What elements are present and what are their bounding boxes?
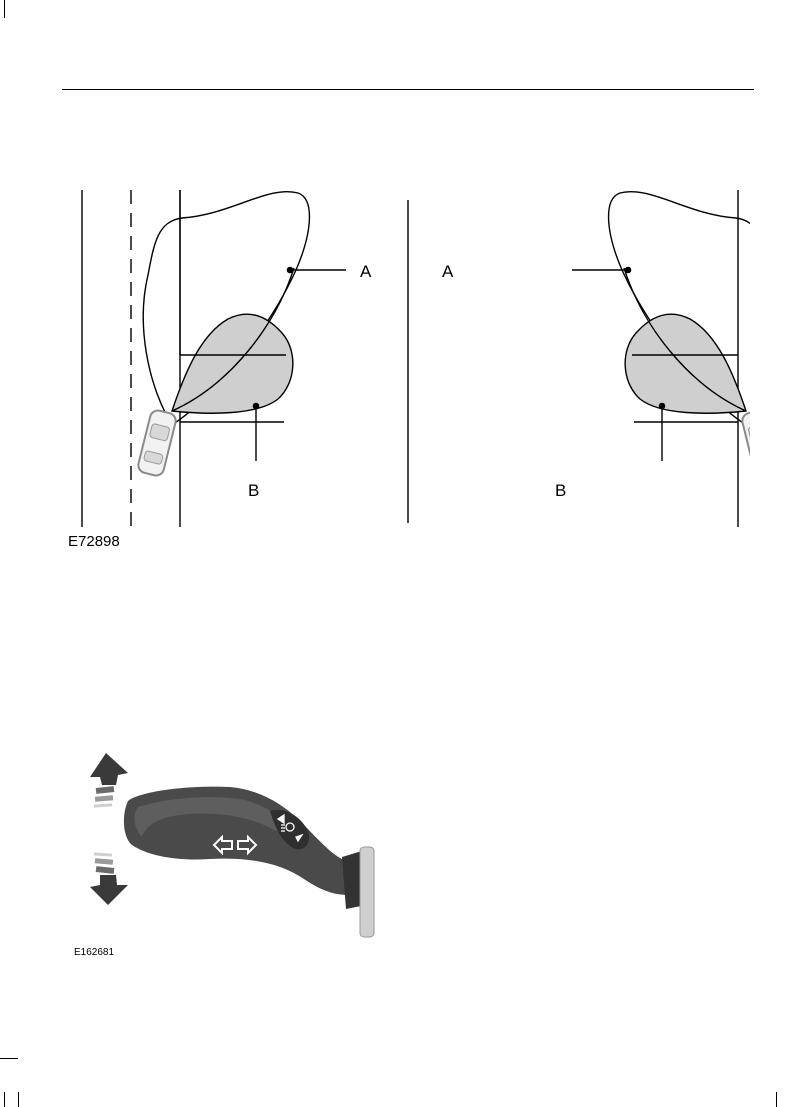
callout-label-b: B: [555, 481, 567, 500]
car-icon: [741, 409, 750, 477]
right-panel: [572, 190, 750, 527]
crop-mark-top-left-vertical: [4, 0, 5, 18]
blind-spot-diagram: [60, 185, 750, 535]
arrow-down-icon: [90, 852, 128, 905]
crop-mark-bottom-mid-left: [18, 1092, 19, 1107]
car-icon: [137, 409, 178, 477]
figure-id-1: E72898: [68, 533, 120, 550]
callout-label-a: A: [442, 262, 454, 281]
callout-label-b: B: [248, 481, 260, 500]
crop-mark-bottom-left-horizontal: [0, 1058, 18, 1059]
stalk-lever: [124, 787, 374, 937]
blind-spot-zone-b: [172, 314, 293, 413]
blind-spot-zone-b: [625, 314, 746, 413]
arrow-up-icon: [90, 753, 128, 808]
crop-mark-bottom-mid-right: [776, 1092, 777, 1107]
crop-mark-bottom-left-vertical: [4, 1092, 5, 1107]
callout-label-a: A: [360, 262, 372, 281]
figure-id-2: E162681: [74, 947, 115, 958]
left-panel: [82, 190, 372, 527]
turn-signal-stalk-illustration: [80, 745, 380, 945]
header-rule: [62, 89, 754, 90]
